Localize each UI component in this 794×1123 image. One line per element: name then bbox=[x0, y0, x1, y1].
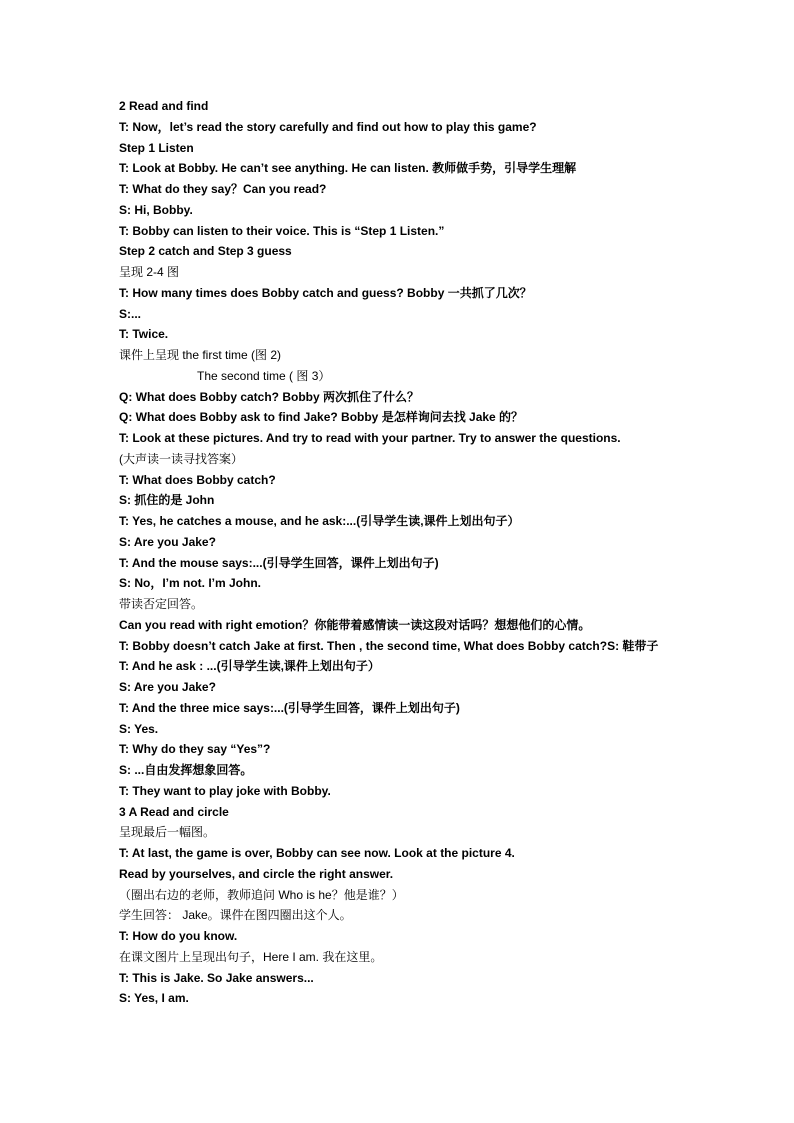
text-line: T: Twice. bbox=[119, 327, 169, 342]
text-line: S: Yes, I am. bbox=[119, 991, 189, 1006]
text-line: T: Bobby doesn’t catch Jake at first. Then , the second time, What does Bobby catch?S: 鞋带子 bbox=[119, 638, 659, 653]
question-line: Q: What does Bobby catch? Bobby 两次抓住了什么？ bbox=[119, 389, 420, 404]
text-line: T: How do you know. bbox=[119, 929, 238, 943]
text-line: Can you read with right emotion？你能带着感情读一读这段对话吗？想想他们的心情。 bbox=[119, 617, 591, 632]
text-line: T: What does Bobby catch? bbox=[119, 472, 276, 487]
text-line: S: ...自由发挥想象回答。 bbox=[119, 763, 253, 777]
text-line: Read by yourselves, and circle the right answer. bbox=[119, 866, 394, 881]
text-line: T: Yes, he catches a mouse, and he ask:...(引导学生读,课件上划出句子） bbox=[119, 514, 520, 528]
text-line: S: No，I’m not. I’m John. bbox=[119, 576, 261, 591]
text-line: 呈现 2-4 图 bbox=[119, 265, 180, 279]
text-line: T: And the three mice says:...(引导学生回答，课件上划出句子) bbox=[119, 700, 460, 715]
text-line: T: And he ask : ...(引导学生读,课件上划出句子） bbox=[119, 659, 380, 674]
text-line: T: Look at Bobby. He can’t see anything. He can listen. 教师做手势，引导学生理解 bbox=[119, 161, 577, 176]
text-line: T: Look at these pictures. And try to read with your partner. Try to answer the questions. bbox=[119, 431, 621, 445]
text-line: The second time ( 图 3） bbox=[197, 368, 331, 383]
text-line: 带读否定回答。 bbox=[119, 597, 204, 611]
text-line: S:... bbox=[119, 306, 142, 321]
text-line: 学生回答： Jake。课件在图四圈出这个人。 bbox=[119, 908, 352, 923]
text-line: T: This is Jake. So Jake answers... bbox=[119, 970, 314, 985]
text-line: T: How many times does Bobby catch and guess? Bobby 一共抓了几次？ bbox=[119, 285, 532, 300]
text-line: S: Hi, Bobby. bbox=[119, 202, 193, 217]
text-line: (大声读一读寻找答案） bbox=[119, 451, 243, 466]
text-line: T: Why do they say “Yes”? bbox=[119, 742, 271, 757]
text-line: T: Bobby can listen to their voice. This is “Step 1 Listen.” bbox=[119, 223, 445, 238]
step-heading: Step 2 catch and Step 3 guess bbox=[119, 244, 292, 259]
text-line: T: They want to play joke with Bobby. bbox=[119, 783, 331, 798]
text-line: 课件上呈现 the first time (图 2) bbox=[119, 348, 282, 362]
text-line: T: At last, the game is over, Bobby can see now. Look at the picture 4. bbox=[119, 846, 515, 860]
question-line: Q: What does Bobby ask to find Jake? Bobby 是怎样询问去找 Jake 的？ bbox=[119, 410, 524, 425]
text-line: 在课文图片上呈现出句子，Here I am. 我在这里。 bbox=[119, 949, 383, 964]
section-heading: 2 Read and find bbox=[119, 99, 209, 113]
text-line: S: Are you Jake? bbox=[119, 534, 216, 549]
text-line: T: Now，let’s read the story carefully and find out how to play this game? bbox=[119, 119, 537, 134]
text-line: 呈现最后一幅图。 bbox=[119, 825, 216, 840]
section-heading: 3 A Read and circle bbox=[119, 804, 229, 819]
text-line: S: Yes. bbox=[119, 721, 159, 736]
text-line: （圈出右边的老师，教师追问 Who is he？他是谁？） bbox=[119, 887, 404, 902]
document-body bbox=[119, 96, 679, 1009]
step-heading: Step 1 Listen bbox=[119, 140, 194, 155]
text-line: T: What do they say？Can you read? bbox=[119, 182, 327, 196]
text-line: S: Are you Jake? bbox=[119, 680, 216, 694]
text-line: S: 抓住的是 John bbox=[119, 493, 215, 508]
text-line: T: And the mouse says:...(引导学生回答，课件上划出句子) bbox=[119, 555, 439, 570]
